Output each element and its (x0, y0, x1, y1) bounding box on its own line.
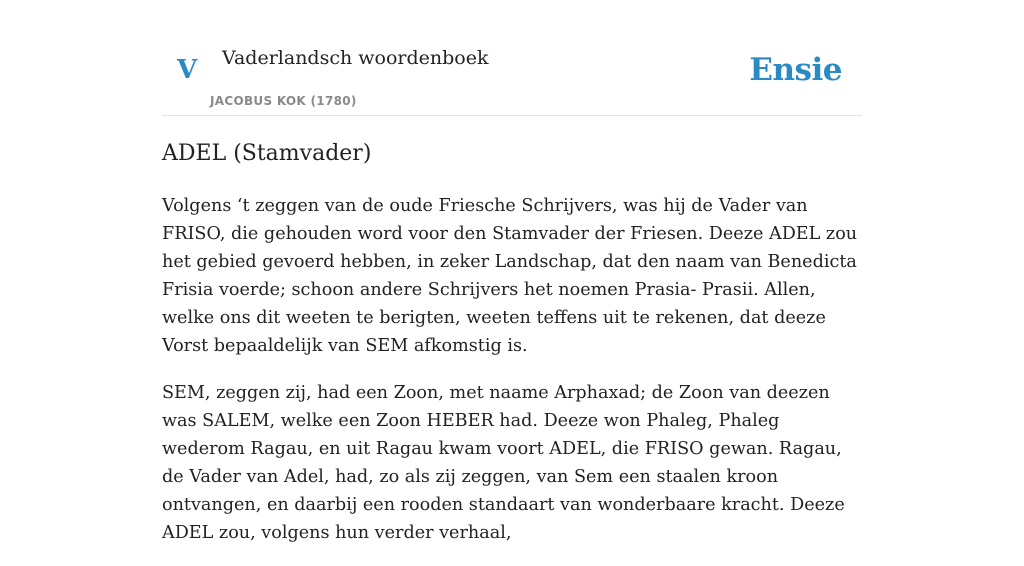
letter-badge[interactable]: V (177, 55, 198, 85)
author-label: JACOBUS KOK (1780) (210, 94, 357, 108)
entry-paragraph: SEM, zeggen zij, had een Zoon, met naame Arphaxad; de Zoon van deezen was SALEM, welke een Zoon HEBER had. Deeze won Phaleg, Phaleg wederom Ragau, en uit Ragau kwam voort ADEL, die FRISO gewan. Ragau, de Vader van Adel, had, zo als zij zeggen, van Sem een staalen kroon ontvangen, en daarbij een rooden standaart van wonderbaare kracht. Deeze ADEL zou, volgens hun verder verhaal, (162, 383, 845, 543)
entry-paragraph: Volgens ‘t zeggen van de oude Friesche Schrijvers, was hij de Vader van FRISO, die gehouden word voor den Stamvader der Friesen. Deeze ADEL zou het gebied gevoerd hebben, in zeker Landschap, dat den naam van Benedicta Frisia voerde; schoon andere Schrijvers het noemen Prasia- Prasii. Allen, welke ons dit weeten te berigten, weeten teffens uit te rekenen, dat deeze Vorst bepaaldelijk van SEM afkomstig is. (162, 196, 858, 356)
entry-title: ADEL (Stamvader) (162, 141, 372, 166)
entry-body (162, 192, 862, 566)
dictionary-title-link[interactable]: Vaderlandsch woordenboek (222, 47, 489, 69)
dictionary-header (162, 0, 862, 116)
ensie-logo[interactable]: Ensie (749, 52, 842, 88)
